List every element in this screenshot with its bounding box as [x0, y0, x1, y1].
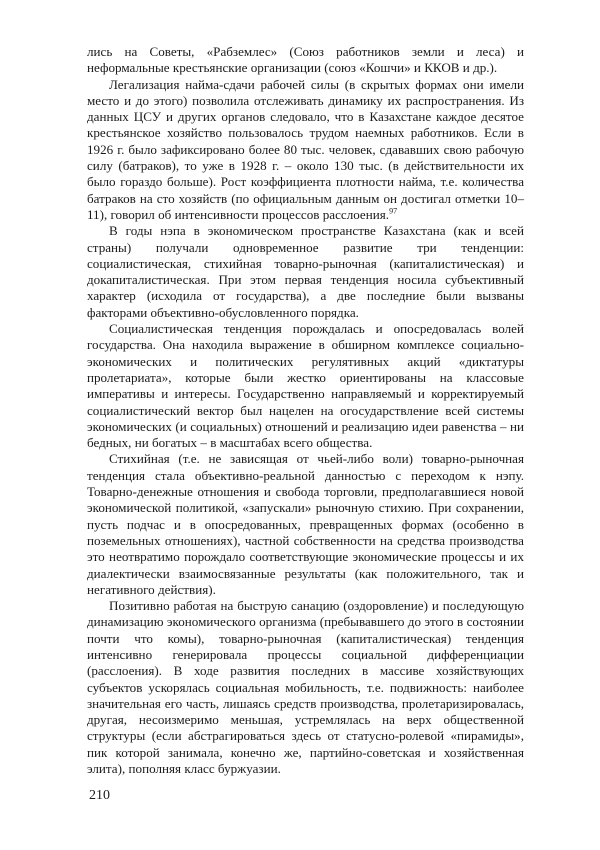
paragraph-5: Стихийная (т.е. не зависящая от чьей-либо воли) товарно-рыночная тенденция стала объективно-реальной данностью с переходом к нэпу. Товарно-денежные отношения и свобода торговли, предполагавшиеся новой экономической политикой, «запускали» рыночную стихию. При сохранении, пусть подчас и в опосредованных, превращенных формах (особенно в поземельных отношениях), частной собственности на средства производства это неотвратимо порождало соответствующие экономические процессы и их диалектически взаимосвязанные результаты (как положительного, так и негативного действия). — [87, 451, 524, 597]
paragraph-2 — [87, 77, 524, 224]
paragraph-6: Позитивно работая на быструю санацию (оздоровление) и последующую динамизацию экономического организма (пребывавшего до этого в состоянии почти что комы), товарно-рыночная (капиталистическая) тенденция интенсивно генерировала процессы социальной дифференциации (расслоения). В ходе развития последних в массиве хозяйствующих субъектов ускорялась социальная мобильность, т.е. подвижность: наиболее значительная его часть, лишаясь средств производства, пролетаризировалась, другая, несоизмеримо меньшая, устремлялась на верх общественной структуры (если абстрагироваться здесь от статусно-ролевой «пирамиды», пик которой занимала, конечно же, партийно-советская и хозяйственная элита), пополняя класс буржуазии. — [87, 598, 524, 777]
paragraph-4: Социалистическая тенденция порождалась и опосредовалась волей государства. Она находила выражение в обширном комплексе социально-экономических и политических регулятивных акций «диктатуры пролетариата», которые были жестко ориентированы на классовые императивы и интересы. Государственно направляемый и корректируемый социалистический вектор был нацелен на огосударствление всей системы экономических (и социальных) отношений и реализацию идеи равенства – ни бедных, ни богатых – в масштабах всего общества. — [87, 321, 524, 451]
paragraph-1: лись на Советы, «Рабземлес» (Союз работников земли и леса) и неформальные крестьянские организации (союз «Кошчи» и ККОВ и др.). — [87, 44, 524, 76]
paragraph-2-text: Легализация найма-сдачи рабочей силы (в скрытых формах они имели место и до этого) позволила отслеживать динамику их распространения. Из данных ЦСУ и других органов следовало, что в Казахстане каждое десятое крестьянское хозяйство пользовалось трудом наемных работников. Если в 1926 г. было зафиксировано более 80 тыс. человек, сдававших свою рабочую силу (батраков), то уже в 1928 г. – около 130 тыс. (в действительности их было гораздо больше). Рост коэффициента плотности найма, т.е. количества батраков на сто хозяйств (по официальным данным он достигал отметки 10–11), говорил об интенсивности процессов расслоения. — [87, 76, 524, 222]
page-number: 210 — [89, 788, 110, 803]
footnote-marker: 97 — [389, 206, 398, 216]
paragraph-3: В годы нэпа в экономическом пространстве Казахстана (как и всей страны) получали одновременное развитие три тенденции: социалистическая, стихийная товарно-рыночная (капиталистическая) и докапиталистическая. При этом первая тенденция носила субъективный характер (исходила от государства), а две последние были вызваны факторами объективно-обусловленного порядка. — [87, 223, 524, 320]
body-text — [87, 44, 524, 777]
